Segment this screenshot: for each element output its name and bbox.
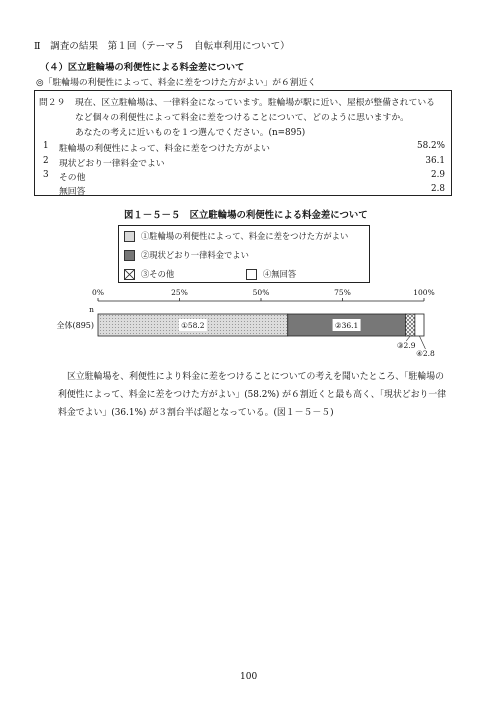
question-text-line-3: あなたの考えに近いものを１つ選んでください。(n=895) [75,128,306,138]
figure-title: 図１－５－５ 区立駐輪場の利便性による料金差について [124,210,368,221]
summary-line: ◎「駐輪場の利便性によって、料金に差をつけた方がよい」が６割近く [36,78,317,88]
legend-swatch-white [246,269,257,280]
question-box [34,90,452,196]
legend-swatch-dotted [124,231,135,242]
body-line: 料金でよい」(36.1%) が３割台半ば超となっている。(図１－５－５) [58,408,334,418]
body-paragraph [58,368,446,422]
option-number: 3 [43,170,49,180]
option-value: 2.8 [431,184,445,194]
bar-segment [405,314,414,336]
x-tick-label: 0% [92,288,104,297]
option-number: 2 [43,156,49,166]
legend-label: ③その他 [141,269,175,279]
legend-label: ①駐輪場の利便性によって、料金に差をつけた方がよい [141,231,349,241]
data-label: ③2.9 [396,341,416,350]
category-label: 全体(895) [56,321,94,330]
data-label: ①58.2 [181,321,205,330]
n-label: n [89,305,94,314]
section-header: Ⅱ 調査の結果 第１回（テーマ５ 自転車利用について） [34,41,290,52]
legend-label: ②現状どおり一律料金でよい [141,250,249,260]
question-number: 問２９ [39,98,66,108]
legend-item [124,230,348,242]
bar-segment [415,314,424,336]
section-title: （４）区立駐輪場の利便性による料金差について [40,62,245,73]
legend-item [246,268,296,280]
legend-item [124,268,174,280]
x-tick-label: 100% [413,288,435,297]
option-number: 1 [43,141,49,151]
x-tick-label: 75% [334,288,351,297]
data-label-leader [419,336,425,349]
x-tick-label: 50% [252,288,270,297]
data-label: ②36.1 [334,321,359,330]
page-number: 100 [240,672,258,682]
body-line: 利便性によって、料金に差をつけた方がよい」(58.2%) が６割近くと最も高く、「現状どおり一律 [58,390,447,400]
data-label: ④2.8 [416,349,435,358]
legend-label: ④無回答 [263,269,297,279]
option-label: その他 [59,173,86,183]
body-line: 区立駐輪場を、利便性により料金に差をつけることについての考えを聞いたところ、「駐輪場の [67,372,444,382]
option-value: 58.2% [417,141,445,151]
chart-legend [118,225,370,283]
question-text-line-2: など個々の利便性によって料金に差をつけることについて、どのように思いますか。 [75,113,409,123]
option-label: 現状どおり一律料金でよい [59,159,165,169]
legend-swatch-crosshatch [124,269,135,280]
option-value: 2.9 [431,170,445,180]
legend-swatch-dark [124,250,135,261]
option-label: 無回答 [59,187,86,197]
question-text-line-1: 現在、区立駐輪場は、一律料金になっています。駐輪場が駅に近い、屋根が整備されている [75,98,435,108]
option-label: 駐輪場の利便性によって、料金に差をつけた方がよい [59,144,270,154]
stacked-bar-chart [0,284,496,364]
option-value: 36.1 [425,156,445,166]
x-tick-label: 25% [171,288,188,297]
legend-item [124,249,249,261]
